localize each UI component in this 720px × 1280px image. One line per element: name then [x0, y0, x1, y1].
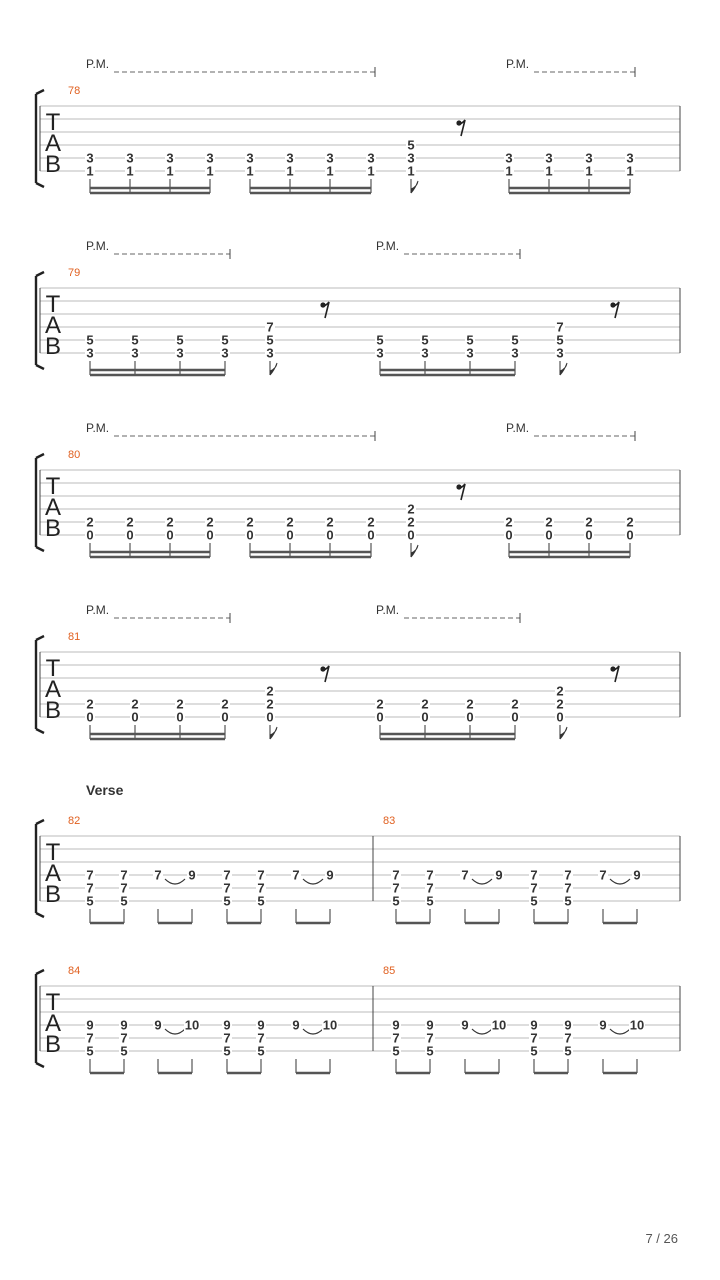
fret-number: 5 [257, 1043, 265, 1059]
fret-number: 7 [564, 880, 572, 896]
note-flag [411, 545, 418, 557]
fret-number: 7 [86, 1030, 94, 1046]
slur [165, 879, 185, 884]
fret-number: 1 [326, 163, 334, 179]
fret-number: 5 [120, 893, 128, 909]
fret-number: 1 [626, 163, 634, 179]
fret-number: 1 [126, 163, 134, 179]
fret-number: 7 [86, 880, 94, 896]
tab-clef-letter: T [45, 989, 61, 1016]
fret-number: 9 [633, 867, 641, 883]
measure-number: 84 [68, 965, 81, 977]
measure-number: 82 [68, 815, 81, 827]
fret-number: 5 [426, 893, 434, 909]
fret-number: 2 [421, 696, 429, 712]
tab-system [36, 603, 680, 739]
fret-number: 2 [166, 514, 174, 530]
fret-number: 0 [556, 709, 564, 725]
fret-number: 3 [505, 150, 513, 166]
fret-number: 9 [599, 1017, 607, 1033]
fret-number: 5 [466, 332, 474, 348]
fret-number: 5 [421, 332, 429, 348]
fret-number: 5 [407, 137, 415, 153]
fret-number: 7 [564, 867, 572, 883]
fret-number: 3 [585, 150, 593, 166]
page-indicator [645, 1231, 678, 1246]
fret-number: 9 [530, 1017, 538, 1033]
fret-number: 9 [120, 1017, 128, 1033]
section-label: Verse [86, 782, 124, 798]
fret-number: 9 [392, 1017, 400, 1033]
fret-number: 7 [257, 880, 265, 896]
fret-number: 3 [86, 150, 94, 166]
slur [610, 879, 630, 884]
fret-number: 1 [166, 163, 174, 179]
fret-number: 1 [286, 163, 294, 179]
fret-number: 9 [426, 1017, 434, 1033]
fret-number: 0 [166, 527, 174, 543]
fret-number: 9 [154, 1017, 162, 1033]
palm-mute-label: P.M. [86, 421, 110, 435]
fret-number: 0 [421, 709, 429, 725]
fret-number: 0 [626, 527, 634, 543]
fret-number: 3 [407, 150, 415, 166]
fret-number: 0 [511, 709, 519, 725]
fret-number: 2 [545, 514, 553, 530]
measure-number: 79 [68, 267, 81, 279]
fret-number: 1 [206, 163, 214, 179]
fret-number: 0 [206, 527, 214, 543]
slur [165, 1029, 185, 1034]
fret-number: 7 [154, 867, 162, 883]
fret-number: 5 [86, 332, 94, 348]
measure-number: 81 [68, 631, 81, 643]
fret-number: 5 [564, 893, 572, 909]
fret-number: 2 [266, 696, 274, 712]
fret-number: 9 [495, 867, 503, 883]
tab-clef-letter: A [44, 312, 62, 339]
tab-system [36, 965, 680, 1073]
fret-number: 3 [511, 345, 519, 361]
fret-number: 5 [223, 893, 231, 909]
tab-system [36, 782, 680, 923]
slur [472, 1029, 492, 1034]
page-total: 26 [663, 1231, 678, 1246]
fret-number: 2 [505, 514, 513, 530]
fret-number: 7 [223, 1030, 231, 1046]
fret-number: 3 [246, 150, 254, 166]
fret-number: 7 [292, 867, 300, 883]
tab-clef-letter: A [44, 1010, 62, 1037]
fret-number: 7 [564, 1030, 572, 1046]
fret-number: 3 [367, 150, 375, 166]
fret-number: 1 [545, 163, 553, 179]
tab-clef-letter: B [44, 881, 62, 908]
fret-number: 0 [246, 527, 254, 543]
fret-number: 3 [466, 345, 474, 361]
fret-number: 5 [223, 1043, 231, 1059]
fret-number: 7 [223, 880, 231, 896]
fret-number: 5 [86, 1043, 94, 1059]
fret-number: 9 [461, 1017, 469, 1033]
note-flag [270, 727, 277, 739]
tab-clef-letter: T [45, 473, 61, 500]
fret-number: 3 [421, 345, 429, 361]
fret-number: 3 [626, 150, 634, 166]
page-current: 7 [645, 1231, 653, 1246]
fret-number: 5 [392, 893, 400, 909]
fret-number: 0 [126, 527, 134, 543]
fret-number: 0 [326, 527, 334, 543]
fret-number: 1 [407, 163, 415, 179]
fret-number: 2 [407, 514, 415, 530]
fret-number: 9 [257, 1017, 265, 1033]
fret-number: 5 [530, 1043, 538, 1059]
tab-clef-letter: B [44, 697, 62, 724]
fret-number: 7 [426, 880, 434, 896]
tab-clef-letter: T [45, 109, 61, 136]
fret-number: 2 [126, 514, 134, 530]
tab-system [36, 239, 680, 375]
fret-number: 0 [407, 527, 415, 543]
note-flag [560, 727, 567, 739]
slur [303, 879, 323, 884]
fret-number: 5 [131, 332, 139, 348]
fret-number: 7 [530, 867, 538, 883]
fret-number: 2 [556, 696, 564, 712]
fret-number: 7 [530, 1030, 538, 1046]
tab-clef-letter: T [45, 291, 61, 318]
palm-mute-label: P.M. [86, 603, 110, 617]
palm-mute-label: P.M. [506, 57, 530, 71]
fret-number: 0 [266, 709, 274, 725]
fret-number: 5 [426, 1043, 434, 1059]
fret-number: 2 [626, 514, 634, 530]
fret-number: 3 [556, 345, 564, 361]
fret-number: 5 [392, 1043, 400, 1059]
fret-number: 0 [86, 527, 94, 543]
fret-number: 3 [286, 150, 294, 166]
fret-number: 9 [326, 867, 334, 883]
fret-number: 2 [407, 501, 415, 517]
measure-number: 83 [383, 815, 396, 827]
fret-number: 3 [266, 345, 274, 361]
fret-number: 5 [511, 332, 519, 348]
tab-system [36, 421, 680, 557]
tab-system [36, 57, 680, 193]
palm-mute-label: P.M. [376, 239, 400, 253]
fret-number: 3 [86, 345, 94, 361]
fret-number: 10 [629, 1017, 645, 1033]
fret-number: 3 [545, 150, 553, 166]
fret-number: 7 [257, 867, 265, 883]
fret-number: 5 [221, 332, 229, 348]
fret-number: 10 [322, 1017, 338, 1033]
measure-number: 80 [68, 449, 81, 461]
tab-clef-letter: B [44, 515, 62, 542]
fret-number: 7 [556, 319, 564, 335]
fret-number: 7 [599, 867, 607, 883]
fret-number: 2 [246, 514, 254, 530]
fret-number: 5 [266, 332, 274, 348]
tab-clef-letter: T [45, 655, 61, 682]
fret-number: 1 [246, 163, 254, 179]
fret-number: 7 [426, 867, 434, 883]
fret-number: 0 [221, 709, 229, 725]
measure-number: 85 [383, 965, 396, 977]
fret-number: 7 [530, 880, 538, 896]
fret-number: 7 [426, 1030, 434, 1046]
fret-number: 3 [166, 150, 174, 166]
fret-number: 2 [266, 683, 274, 699]
fret-number: 3 [326, 150, 334, 166]
tab-clef-letter: A [44, 130, 62, 157]
fret-number: 2 [326, 514, 334, 530]
fret-number: 1 [367, 163, 375, 179]
fret-number: 3 [176, 345, 184, 361]
fret-number: 3 [221, 345, 229, 361]
tab-clef-letter: B [44, 1031, 62, 1058]
slur [472, 879, 492, 884]
fret-number: 7 [86, 867, 94, 883]
note-flag [270, 363, 277, 375]
fret-number: 0 [585, 527, 593, 543]
fret-number: 5 [176, 332, 184, 348]
measure-number: 78 [68, 85, 81, 97]
tab-clef-letter: B [44, 333, 62, 360]
fret-number: 2 [86, 514, 94, 530]
fret-number: 7 [461, 867, 469, 883]
fret-number: 3 [126, 150, 134, 166]
fret-number: 5 [376, 332, 384, 348]
fret-number: 0 [376, 709, 384, 725]
fret-number: 9 [223, 1017, 231, 1033]
fret-number: 5 [556, 332, 564, 348]
fret-number: 0 [367, 527, 375, 543]
fret-number: 2 [286, 514, 294, 530]
fret-number: 10 [491, 1017, 507, 1033]
tab-clef-letter: T [45, 839, 61, 866]
fret-number: 5 [530, 893, 538, 909]
fret-number: 2 [376, 696, 384, 712]
fret-number: 0 [286, 527, 294, 543]
fret-number: 2 [176, 696, 184, 712]
fret-number: 5 [120, 1043, 128, 1059]
fret-number: 9 [564, 1017, 572, 1033]
fret-number: 3 [206, 150, 214, 166]
fret-number: 3 [131, 345, 139, 361]
fret-number: 0 [86, 709, 94, 725]
page-separator: / [652, 1231, 664, 1246]
fret-number: 2 [556, 683, 564, 699]
fret-number: 2 [511, 696, 519, 712]
tab-clef-letter: A [44, 860, 62, 887]
fret-number: 1 [86, 163, 94, 179]
fret-number: 2 [206, 514, 214, 530]
fret-number: 0 [176, 709, 184, 725]
fret-number: 7 [392, 867, 400, 883]
fret-number: 7 [120, 880, 128, 896]
fret-number: 2 [585, 514, 593, 530]
fret-number: 3 [376, 345, 384, 361]
fret-number: 5 [257, 893, 265, 909]
tab-clef-letter: A [44, 494, 62, 521]
note-flag [411, 181, 418, 193]
fret-number: 9 [188, 867, 196, 883]
fret-number: 7 [120, 1030, 128, 1046]
fret-number: 0 [131, 709, 139, 725]
palm-mute-label: P.M. [376, 603, 400, 617]
fret-number: 2 [367, 514, 375, 530]
fret-number: 7 [266, 319, 274, 335]
slur [610, 1029, 630, 1034]
fret-number: 10 [184, 1017, 200, 1033]
fret-number: 1 [505, 163, 513, 179]
fret-number: 2 [131, 696, 139, 712]
fret-number: 9 [292, 1017, 300, 1033]
fret-number: 7 [223, 867, 231, 883]
fret-number: 0 [466, 709, 474, 725]
fret-number: 1 [585, 163, 593, 179]
fret-number: 7 [120, 867, 128, 883]
tab-clef-letter: B [44, 151, 62, 178]
fret-number: 7 [257, 1030, 265, 1046]
fret-number: 9 [86, 1017, 94, 1033]
fret-number: 7 [392, 880, 400, 896]
palm-mute-label: P.M. [506, 421, 530, 435]
tab-clef-letter: A [44, 676, 62, 703]
fret-number: 5 [86, 893, 94, 909]
fret-number: 7 [392, 1030, 400, 1046]
note-flag [560, 363, 567, 375]
fret-number: 2 [466, 696, 474, 712]
palm-mute-label: P.M. [86, 239, 110, 253]
fret-number: 2 [221, 696, 229, 712]
slur [303, 1029, 323, 1034]
fret-number: 0 [545, 527, 553, 543]
fret-number: 5 [564, 1043, 572, 1059]
fret-number: 2 [86, 696, 94, 712]
fret-number: 0 [505, 527, 513, 543]
palm-mute-label: P.M. [86, 57, 110, 71]
